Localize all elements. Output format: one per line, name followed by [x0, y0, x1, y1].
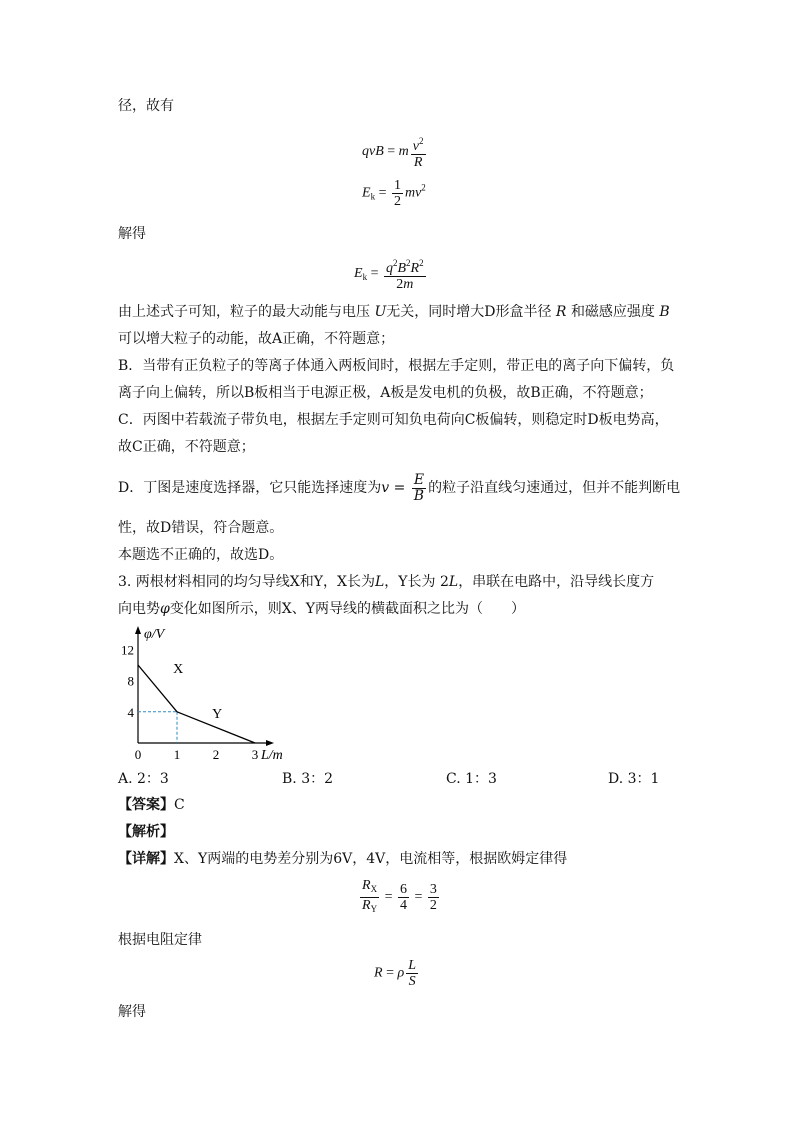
equation-resistance-ratio: $\frac{R_X}{R_Y}$ = $\frac{6}{4}$ = $\frac{3}{2}$ [358, 878, 441, 917]
paragraph-line: 由上述式子可知，粒子的最大动能与电压 U无关，同时增大D形盒半径 R 和磁感应强度 B [118, 304, 670, 320]
equation-lorentz: qvB = m $\frac{v^2}{R}$ [362, 136, 424, 170]
paragraph-line: C．丙图中若载流子带负电，根据左手定则可知负电荷向C板偏转，则稳定时D板电势高， [118, 412, 669, 428]
series-line-x [138, 665, 177, 712]
paragraph-line: 本题选不正确的，故选D。 [118, 547, 284, 563]
paragraph-line: 解得 [118, 1004, 146, 1020]
y-tick-label: 4 [127, 704, 134, 720]
y-axis-arrow [135, 626, 141, 634]
paragraph-line: D．丁图是速度选择器，它只能选择速度为v = $\frac{E}{B}$ 的粒子沿直线匀速通过，但并不能判断电 [118, 471, 681, 504]
equation-kinetic-energy: $E_k$ = $\frac{1}{2}$ $mv^2$ [362, 178, 426, 209]
answer-label: 【答案】 [118, 797, 174, 813]
paragraph-line: 解得 [118, 226, 146, 242]
x-tick-label: 3 [251, 747, 259, 762]
x-tick-label: 0 [134, 747, 142, 762]
paragraph-line: 可以增大粒子的动能，故A正确，不符题意； [118, 331, 395, 347]
series-label-y: Y [212, 707, 223, 723]
paragraph-line: B．当带有正负粒子的等离子体通入两板间时，根据左手定则，带正电的离子向下偏转，负 [118, 358, 675, 374]
paragraph-line: 根据电阻定律 [118, 932, 202, 948]
potential-chart [112, 622, 302, 766]
x-tick-label: 1 [173, 747, 181, 762]
question-3-stem: 3. 两根材料相同的均匀导线X和Y，X长为L，Y长为 2L，串联在电路中，沿导线长度方 [118, 574, 655, 590]
y-tick-label: 8 [127, 673, 134, 689]
option-a: A. 2：3 [118, 771, 169, 787]
y-axis-label: φ/V [144, 627, 165, 642]
x-axis-label: L/m [261, 748, 283, 763]
paragraph-line: 性，故D错误，符合题意。 [118, 520, 284, 536]
y-tick-label: 12 [121, 642, 134, 658]
answer-value: C [174, 797, 185, 813]
answer-line [118, 795, 185, 815]
detail-label: 【详解】 [118, 851, 174, 867]
equation-max-kinetic-energy: $E_k$ = $\frac{q^2B^2R^2}{2m}$ [354, 258, 424, 292]
paragraph-line: 故C正确，不符题意； [118, 439, 255, 455]
equation-resistance-law: R = ρ $\frac{L}{S}$ [374, 958, 416, 989]
question-3-stem: 向电势φ变化如图所示，则X、Y两导线的横截面积之比为（ ） [118, 601, 526, 617]
analysis-line [118, 822, 174, 842]
option-c: C. 1：3 [446, 771, 497, 787]
paragraph-line: 径，故有 [118, 98, 174, 114]
analysis-label: 【解析】 [118, 824, 174, 840]
x-axis-arrow [266, 740, 274, 746]
option-d: D. 3：1 [608, 771, 660, 787]
series-label-x: X [173, 661, 184, 677]
x-tick-label: 2 [212, 747, 220, 762]
option-b: B. 3：2 [282, 771, 334, 787]
detail-line: 【详解】X、Y两端的电势差分别为6V，4V，电流相等，根据欧姆定律得 [118, 851, 568, 867]
paragraph-line: 离子向上偏转，所以B板相当于电源正极，A板是发电机的负极，故B正确，不符题意； [118, 385, 653, 401]
